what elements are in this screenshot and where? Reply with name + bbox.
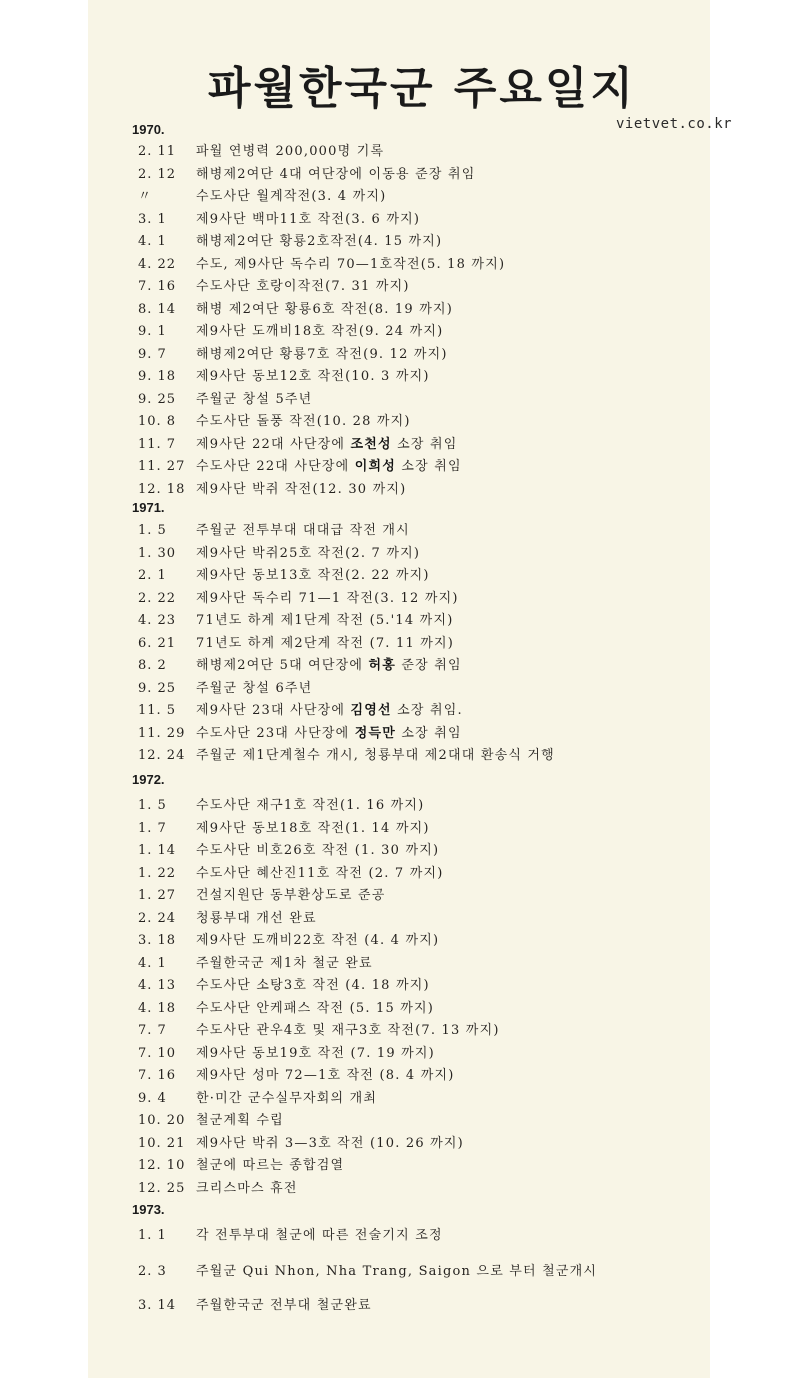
entry-suffix: 소장 취임	[401, 459, 462, 474]
entry-date: 8. 2	[138, 658, 167, 673]
entry-text	[196, 819, 430, 839]
entry-description: 수도사단 혜산진11호 작전 (2. 7 까지)	[196, 866, 444, 881]
entry-date: 10. 20	[138, 1113, 186, 1128]
entry-description: 각 전투부대 철군에 따른 전술기지 조정	[196, 1228, 443, 1243]
entry-date: 2. 3	[138, 1264, 167, 1279]
entry-date: 1. 22	[138, 866, 177, 881]
entry-description: 제9사단 독수리 71—1 작전(3. 12 까지)	[196, 591, 459, 606]
entry-text	[196, 611, 453, 631]
entry-date: 2. 22	[138, 591, 177, 606]
entry-date: 9. 18	[138, 369, 177, 384]
entry-description: 주월한국군 전부대 철군완료	[196, 1298, 372, 1313]
entry-description: 수도사단 안케패스 작전 (5. 15 까지)	[196, 1001, 435, 1016]
entry-text	[196, 480, 406, 500]
entry-text	[196, 544, 420, 564]
entry-description: 주월군 제1단계철수 개시, 청룡부대 제2대대 환송식 거행	[196, 748, 555, 763]
entry-text	[196, 1226, 443, 1246]
entry-text	[196, 187, 386, 207]
entry-text	[196, 566, 430, 586]
entry-suffix: 소장 취임	[401, 726, 462, 741]
entry-date: 12. 25	[138, 1181, 186, 1196]
entry-description: 제9사단 백마11호 작전(3. 6 까지)	[196, 212, 421, 227]
entry-date: 12. 24	[138, 748, 186, 763]
entry-date: 12. 10	[138, 1158, 186, 1173]
entry-text	[196, 457, 462, 477]
entry-date: 4. 22	[138, 257, 177, 272]
entry-suffix: 소장 취임	[397, 437, 458, 452]
entry-text	[196, 345, 448, 365]
entry-text	[196, 232, 442, 252]
entry-date: 11. 5	[138, 703, 177, 718]
entry-description: 제9사단 동보12호 작전(10. 3 까지)	[196, 369, 430, 384]
year-heading: 1972.	[132, 772, 165, 787]
entry-text	[196, 1262, 597, 1282]
entry-description: 수도사단 재구1호 작전(1. 16 까지)	[196, 798, 425, 813]
commander-name: 허홍	[368, 658, 397, 673]
entry-date: 4. 18	[138, 1001, 177, 1016]
entry-text	[196, 796, 424, 816]
entry-description: 제9사단 동보13호 작전(2. 22 까지)	[196, 568, 430, 583]
entry-description: 크리스마스 휴전	[196, 1181, 298, 1196]
entry-date: 2. 24	[138, 911, 177, 926]
document-page	[88, 0, 733, 1378]
entry-date: 9. 25	[138, 681, 177, 696]
entry-description: 한·미간 군수실무자회의 개최	[196, 1091, 378, 1106]
entry-description: 해병제2여단 5대 여단장에	[196, 658, 364, 673]
year-heading: 1973.	[132, 1202, 165, 1217]
entry-text	[196, 300, 453, 320]
entry-text	[196, 521, 410, 541]
entry-text	[196, 886, 386, 906]
entry-description: 청룡부대 개선 완료	[196, 911, 317, 926]
entry-text	[196, 142, 384, 162]
entry-suffix: 소장 취임.	[397, 703, 463, 718]
commander-name: 김영선	[350, 703, 392, 718]
entry-description: 파월 연병력 200,000명 기록	[196, 144, 385, 159]
entry-description: 제9사단 22대 사단장에	[196, 437, 346, 452]
entry-text	[196, 864, 444, 884]
entry-date: 1. 5	[138, 523, 167, 538]
entry-description: 제9사단 성마 72—1호 작전 (8. 4 까지)	[196, 1068, 455, 1083]
entry-suffix: 준장 취임	[401, 658, 462, 673]
entry-date: 4. 1	[138, 234, 167, 249]
commander-name: 이희성	[354, 459, 397, 474]
entry-text	[196, 255, 505, 275]
entry-description: 71년도 하계 제2단계 작전 (7. 11 까지)	[196, 636, 455, 651]
page-title: 파월한국군 주요일지	[208, 63, 636, 114]
entry-description: 71년도 하계 제1단계 작전 (5.'14 까지)	[196, 613, 454, 628]
entry-description: 수도사단 22대 사단장에	[196, 459, 350, 474]
entry-text	[196, 1089, 377, 1109]
entry-date: 2. 12	[138, 167, 177, 182]
entry-text	[196, 634, 454, 654]
entry-text	[196, 412, 411, 432]
entry-description: 주월군 창설 5주년	[196, 392, 313, 407]
commander-name: 정득만	[354, 726, 397, 741]
entry-date: 9. 7	[138, 347, 167, 362]
entry-description: 수도사단 비호26호 작전 (1. 30 까지)	[196, 843, 440, 858]
entry-description: 제9사단 도깨비18호 작전(9. 24 까지)	[196, 324, 444, 339]
entry-text	[196, 746, 555, 766]
entry-description: 수도사단 돌풍 작전(10. 28 까지)	[196, 414, 411, 429]
entry-text	[196, 679, 312, 699]
entry-date: 1. 1	[138, 1228, 167, 1243]
entry-date: 11. 7	[138, 437, 177, 452]
entry-text	[196, 390, 312, 410]
entry-description: 수도사단 23대 사단장에	[196, 726, 350, 741]
entry-description: 철군에 따르는 종합검열	[196, 1158, 345, 1173]
entry-text	[196, 165, 476, 185]
entry-date: 8. 14	[138, 302, 177, 317]
site-url: vietvet.co.kr	[616, 116, 733, 132]
entry-date: 3. 18	[138, 933, 177, 948]
entry-date: 7. 16	[138, 1068, 177, 1083]
entry-date: 4. 13	[138, 978, 177, 993]
entry-date: 3. 1	[138, 212, 167, 227]
entry-date: 1. 27	[138, 888, 177, 903]
entry-text	[196, 656, 462, 676]
entry-description: 제9사단 23대 사단장에	[196, 703, 346, 718]
entry-date: 2. 1	[138, 568, 167, 583]
entry-text	[196, 999, 434, 1019]
entry-description: 제9사단 도깨비22호 작전 (4. 4 까지)	[196, 933, 440, 948]
entry-text	[196, 701, 463, 721]
entry-date: 10. 21	[138, 1136, 186, 1151]
entry-date: 12. 18	[138, 482, 186, 497]
entry-description: 수도사단 소탕3호 작전 (4. 18 까지)	[196, 978, 430, 993]
entry-text	[196, 724, 462, 744]
entry-description: 해병제2여단 4대 여단장에 이동용 준장 취임	[196, 167, 476, 182]
entry-text	[196, 1066, 454, 1086]
entry-text	[196, 954, 373, 974]
entry-description: 수도, 제9사단 독수리 70—1호작전(5. 18 까지)	[196, 257, 506, 272]
entry-description: 주월한국군 제1차 철군 완료	[196, 956, 373, 971]
entry-description: 철군계획 수립	[196, 1113, 284, 1128]
entry-description: 주월군 Qui Nhon, Nha Trang, Saigon 으로 부터 철군개시	[196, 1264, 598, 1279]
entry-description: 제9사단 박쥐 작전(12. 30 까지)	[196, 482, 407, 497]
entry-description: 수도사단 관우4호 및 재구3호 작전(7. 13 까지)	[196, 1023, 500, 1038]
entry-description: 해병제2여단 황룡2호작전(4. 15 까지)	[196, 234, 443, 249]
entry-text	[196, 1134, 464, 1154]
entry-text	[196, 277, 410, 297]
entry-text	[196, 1156, 344, 1176]
entry-description: 주월군 창설 6주년	[196, 681, 313, 696]
entry-text	[196, 909, 317, 929]
entry-date: 4. 1	[138, 956, 167, 971]
entry-text	[196, 589, 459, 609]
entry-text	[196, 1296, 372, 1316]
entry-description: 해병제2여단 황룡7호 작전(9. 12 까지)	[196, 347, 448, 362]
entry-text	[196, 210, 420, 230]
entry-description: 건설지원단 동부환상도로 준공	[196, 888, 386, 903]
entry-date: 4. 23	[138, 613, 177, 628]
commander-name: 조천성	[350, 437, 392, 452]
entry-description: 주월군 전투부대 대대급 작전 개시	[196, 523, 410, 538]
entry-date: 7. 7	[138, 1023, 167, 1038]
entry-text	[196, 1044, 435, 1064]
entry-text	[196, 841, 439, 861]
entry-date: 1. 14	[138, 843, 177, 858]
entry-description: 수도사단 월계작전(3. 4 까지)	[196, 189, 387, 204]
entry-description: 제9사단 박쥐 3—3호 작전 (10. 26 까지)	[196, 1136, 464, 1151]
entry-date: 11. 27	[138, 459, 186, 474]
entry-date: 1. 30	[138, 546, 177, 561]
entry-description: 제9사단 동보18호 작전(1. 14 까지)	[196, 821, 430, 836]
entry-date: 6. 21	[138, 636, 177, 651]
entry-description: 수도사단 호랑이작전(7. 31 까지)	[196, 279, 410, 294]
entry-description: 제9사단 동보19호 작전 (7. 19 까지)	[196, 1046, 435, 1061]
entry-text	[196, 367, 430, 387]
entry-description: 해병 제2여단 황룡6호 작전(8. 19 까지)	[196, 302, 453, 317]
entry-text	[196, 1111, 284, 1131]
entry-text	[196, 435, 458, 455]
entry-date: 11. 29	[138, 726, 186, 741]
entry-text	[196, 931, 439, 951]
entry-date: 7. 16	[138, 279, 177, 294]
entry-date: 2. 11	[138, 144, 177, 159]
entry-date: 9. 1	[138, 324, 167, 339]
entry-text	[196, 322, 443, 342]
entry-text	[196, 976, 430, 996]
year-heading: 1971.	[132, 500, 165, 515]
entry-text	[196, 1021, 500, 1041]
entry-text	[196, 1179, 298, 1199]
entry-date: 3. 14	[138, 1298, 177, 1313]
entry-description: 제9사단 박쥐25호 작전(2. 7 까지)	[196, 546, 421, 561]
entry-date: 1. 5	[138, 798, 167, 813]
entry-date: 7. 10	[138, 1046, 177, 1061]
entry-date: 9. 25	[138, 392, 177, 407]
entry-date: 9. 4	[138, 1091, 167, 1106]
entry-date: 10. 8	[138, 414, 177, 429]
year-heading: 1970.	[132, 122, 165, 137]
entry-date: 1. 7	[138, 821, 167, 836]
entry-date: 〃	[138, 189, 153, 204]
